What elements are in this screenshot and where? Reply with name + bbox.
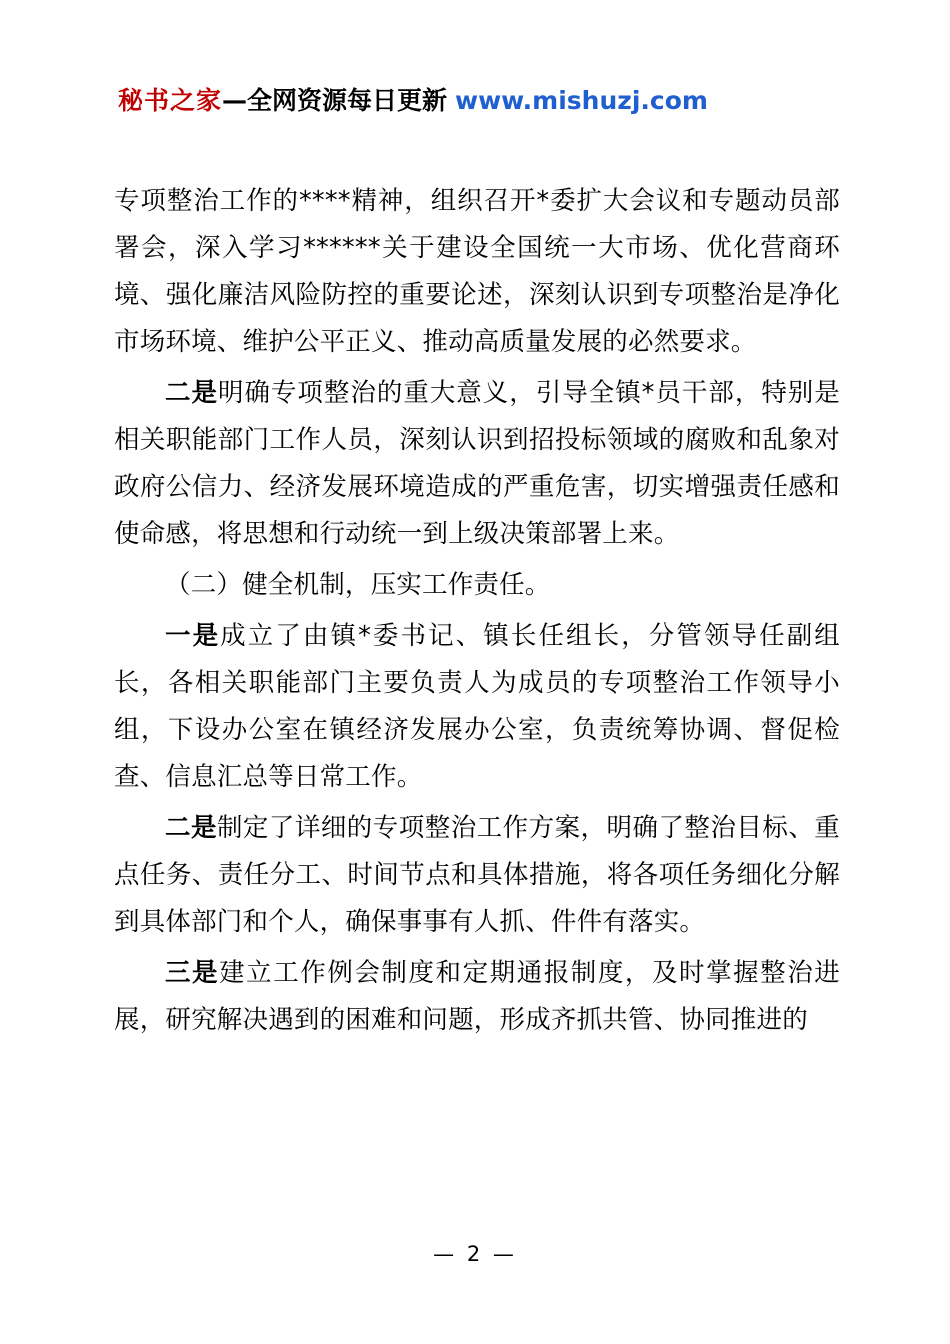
document-body [114,178,840,1048]
paragraph-text: （二）健全机制，压实工作责任。 [165,570,551,600]
watermark-header [118,86,708,116]
page-number: — 2 — [433,1242,517,1266]
paragraph-text: 专项整治工作的****精神，组织召开*委扩大会议和专题动员部署会，深入学习******关于建设全国统一大市场、优化营商环境、强化廉洁风险防控的重要论述，深刻认识到专项整治是净化市场环境、维护公平正义、推动高质量发展的必然要求。 [114,186,840,357]
paragraph-text: 建立工作例会制度和定期通报制度，及时掌握整治进展，研究解决遇到的困难和问题，形成齐抓共管、协同推进的 [114,958,840,1035]
watermark-tagline: —全网资源每日更新 [222,86,448,115]
paragraph-4 [114,613,840,801]
paragraph-2 [114,370,840,558]
paragraph-3-heading [114,562,840,609]
paragraph-text: 制定了详细的专项整治工作方案，明确了整治目标、重点任务、责任分工、时间节点和具体措施，将各项任务细化分解到具体部门和个人，确保事事有人抓、件件有落实。 [114,813,840,937]
paragraph-lead: 二是 [165,378,218,408]
paragraph-1 [114,178,840,366]
paragraph-lead: 三是 [165,958,220,988]
paragraph-lead: 一是 [165,621,221,651]
paragraph-text: 明确专项整治的重大意义，引导全镇*员干部，特别是相关职能部门工作人员，深刻认识到招投标领域的腐败和乱象对政府公信力、经济发展环境造成的严重危害，切实增强责任感和使命感，将思想和行动统一到上级决策部署上来。 [114,378,840,549]
paragraph-lead: 二是 [165,813,217,843]
paragraph-6 [114,950,840,1044]
paragraph-5 [114,805,840,946]
watermark-url[interactable]: www.mishuzj.com [454,86,708,115]
paragraph-text: 成立了由镇*委书记、镇长任组长，分管领导任副组长，各相关职能部门主要负责人为成员的专项整治工作领导小组，下设办公室在镇经济发展办公室，负责统筹协调、督促检查、信息汇总等日常工作。 [114,621,840,792]
watermark-brand: 秘书之家 [118,86,223,115]
